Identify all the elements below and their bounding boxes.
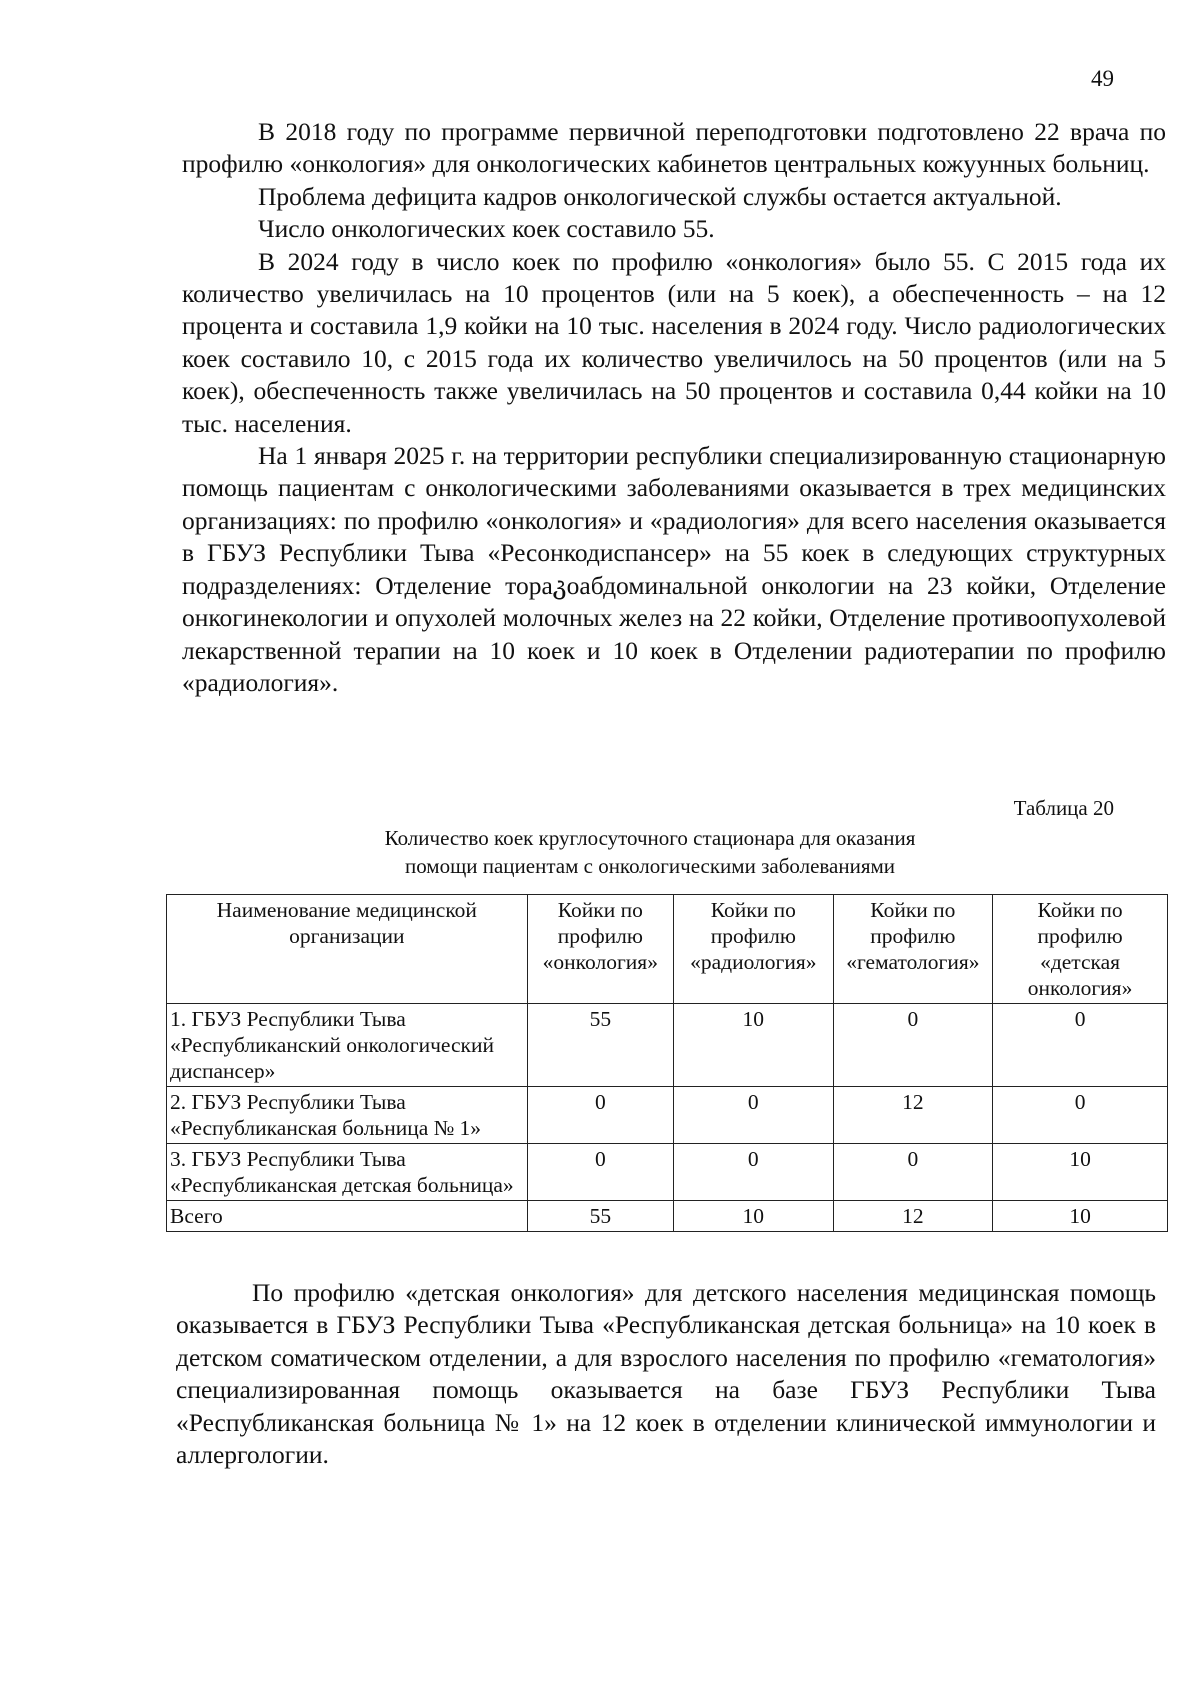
table-row <box>167 1144 1168 1201</box>
paragraph: Проблема дефицита кадров онкологической службы остается актуальной. <box>258 181 1062 211</box>
value-cell: 55 <box>527 1004 673 1087</box>
value-cell: 0 <box>527 1144 673 1201</box>
value-cell: 10 <box>993 1201 1168 1232</box>
value-cell: 10 <box>674 1201 834 1232</box>
paragraph: Число онкологических коек составило 55. <box>258 214 715 244</box>
table-header-row <box>167 895 1168 1004</box>
table-row <box>167 1087 1168 1144</box>
value-cell: 12 <box>833 1201 993 1232</box>
table-total-row <box>167 1201 1168 1232</box>
value-cell: 0 <box>833 1144 993 1201</box>
paragraph: В 2018 году по программе первичной переподготовки подготовлено 22 врача по профилю «онкология» для онкологических кабинетов центральных кожуунных больниц. <box>182 117 1166 179</box>
paragraph: В 2024 году в число коек по профилю «онкология» было 55. С 2015 года их количество увеличилась на 10 процентов (или на 5 коек), а обеспеченность – на 12 процента и составила 1,9 койки на 10 тыс. населения в 2024 году. Число радиологических коек составило 10, с 2015 года их количество увеличилось на 50 процентов (или на 5 коек), обеспеченность также увеличилась на 50 процентов и составила 0,44 койки на 10 тыс. населения. <box>182 246 1166 438</box>
table-caption <box>290 824 1010 880</box>
beds-table <box>166 894 1168 1232</box>
organization-cell: 3. ГБУЗ Республики Тыва «Республиканская детская больница» <box>167 1144 528 1201</box>
table-label: Таблица 20 <box>1013 796 1114 820</box>
value-cell: 0 <box>993 1087 1168 1144</box>
table-row <box>167 1004 1168 1087</box>
closing-text <box>176 1277 1156 1471</box>
value-cell: 0 <box>527 1087 673 1144</box>
organization-cell: 2. ГБУЗ Республики Тыва «Республиканская больница № 1» <box>167 1087 528 1144</box>
value-cell: 10 <box>674 1004 834 1087</box>
value-cell: 12 <box>833 1087 993 1144</box>
organization-cell: 1. ГБУЗ Республики Тыва «Республиканский онкологический диспансер» <box>167 1004 528 1087</box>
table-caption-line: Количество коек круглосуточного стационара для оказания <box>384 826 916 850</box>
value-cell: 0 <box>833 1004 993 1087</box>
column-header: Койки по профилю «радиология» <box>674 895 834 1004</box>
value-cell: 0 <box>674 1144 834 1201</box>
column-header: Наименование медицинской организации <box>167 895 528 1004</box>
value-cell: 10 <box>993 1144 1168 1201</box>
table-caption-line: помощи пациентам с онкологическими заболеваниями <box>404 854 896 878</box>
column-header: Койки по профилю «гематология» <box>833 895 993 1004</box>
page-number: 49 <box>1091 66 1114 91</box>
value-cell: 55 <box>527 1201 673 1232</box>
paragraph: По профилю «детская онкология» для детского населения медицинская помощь оказывается в ГБУЗ Республики Тыва «Республиканская детская больница» на 10 коек в детском соматическом отделении, а для взрослого населения по профилю «гематология» специализированная помощь оказывается на базе ГБУЗ Республики Тыва «Республиканская больница № 1» на 12 коек в отделении клинической иммунологии и аллергологии. <box>176 1278 1156 1470</box>
body-text <box>182 116 1166 699</box>
column-header: Койки по профилю «детская онкология» <box>993 895 1168 1004</box>
value-cell: 0 <box>674 1087 834 1144</box>
paragraph: На 1 января 2025 г. на территории республики специализированную стационарную помощь пациентам с онкологическими заболеваниями оказывается в трех медицинских организациях: по профилю «онкология» и «радиология» для всего населения оказывается в ГБУЗ Республики Тыва «Ресонкодиспансер» на 55 коек в следующих структурных подразделениях: Отделение тораკоабдоминальной онкологии на 23 койки, Отделение онкогинекологии и опухолей молочных желез на 22 койки, Отделение противоопухолевой лекарственной терапии на 10 коек и 10 коек в Отделении радиотерапии по профилю «радиология». <box>182 441 1166 697</box>
value-cell: 0 <box>993 1004 1168 1087</box>
column-header: Койки по профилю «онкология» <box>527 895 673 1004</box>
organization-cell: Всего <box>167 1201 528 1232</box>
